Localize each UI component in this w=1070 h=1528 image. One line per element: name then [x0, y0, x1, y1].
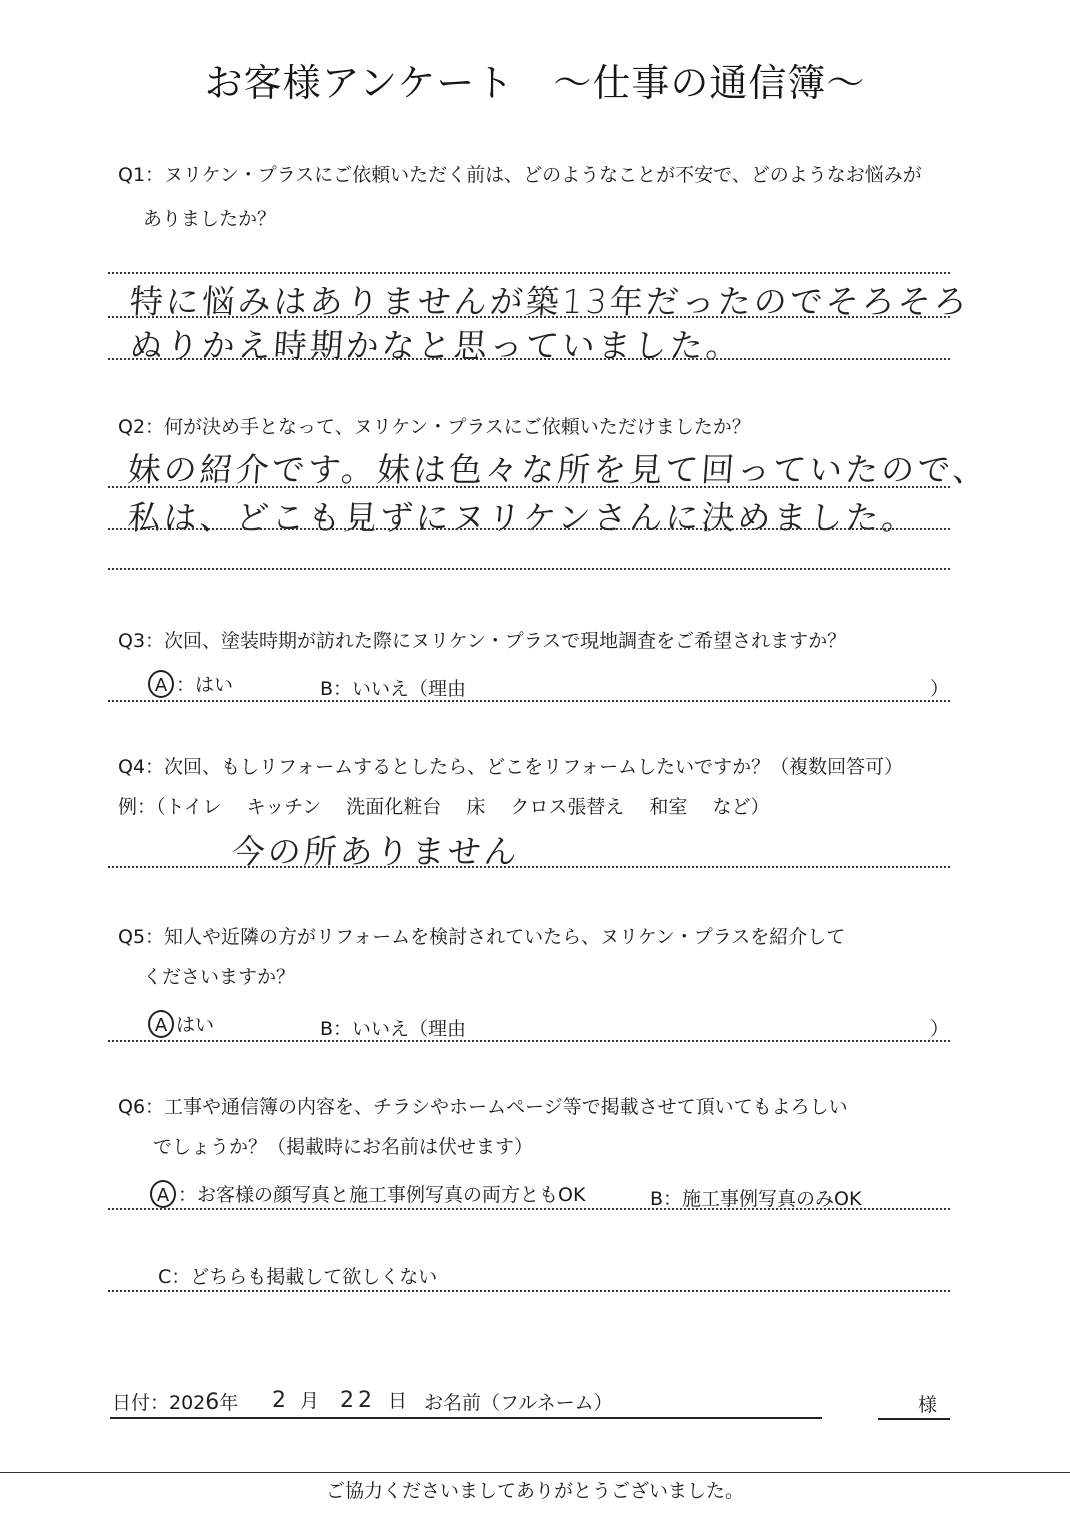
month-field[interactable] [272, 1386, 319, 1413]
q6-option-a-label: ：お客様の顔写真と施工事例写真の両方ともOK [178, 1184, 586, 1206]
date-name-underline [110, 1417, 822, 1419]
honorific-underline [878, 1418, 950, 1420]
year-digit: 6 [205, 1390, 220, 1415]
q3-option-a-label: ：はい [176, 674, 234, 696]
answer-line [108, 1040, 950, 1042]
q4-answer[interactable]: 今の所ありません [230, 832, 522, 871]
q5-option-a[interactable] [148, 1010, 214, 1038]
selected-circle-icon: A [150, 1180, 176, 1208]
date-field[interactable] [112, 1388, 238, 1415]
q3-option-b[interactable]: B：いいえ（理由 [320, 678, 467, 700]
q2-question: Q2：何が決め手となって、ヌリケン・プラスにご依頼いただけましたか？ [118, 416, 751, 438]
answer-line [108, 568, 950, 570]
q1-answer-line2[interactable]: ぬりかえ時期かなと思っていました。 [128, 326, 744, 365]
q1-question-line2: ありましたか？ [143, 208, 277, 230]
answer-line [108, 1208, 950, 1210]
bottom-divider [0, 1472, 1070, 1473]
answer-line [108, 866, 950, 868]
q5-option-a-label: はい [176, 1014, 215, 1036]
selected-circle-icon: A [148, 1010, 174, 1038]
name-label: お名前（フルネーム） [424, 1392, 613, 1414]
q4-examples: 例：（トイレ キッチン 洗面化粧台 床 クロス張替え 和室 など） [118, 796, 770, 818]
day-field[interactable] [340, 1386, 407, 1413]
answer-line [108, 272, 950, 274]
q3-option-a[interactable] [148, 670, 233, 698]
answer-line [108, 316, 950, 318]
q6-option-b[interactable]: B：施工事例写真のみOK [650, 1188, 862, 1210]
q1-question-line1: Q1：ヌリケン・プラスにご依頼いただく前は、どのようなことが不安で、どのようなお悩みが [118, 164, 922, 186]
month-value: 2 [272, 1388, 286, 1413]
q3-question: Q3：次回、塗装時期が訪れた際にヌリケン・プラスで現地調査をご希望されますか？ [118, 630, 847, 652]
q4-question: Q4：次回、もしリフォームするとしたら、どこをリフォームしたいですか？（複数回答可） [118, 756, 904, 778]
answer-line [108, 1290, 950, 1292]
q3-close-paren: ） [930, 678, 950, 700]
q6-question-line1: Q6：工事や通信簿の内容を、チラシやホームページ等で掲載させて頂いてもよろしい [118, 1096, 848, 1118]
date-label: 日付：202 [112, 1392, 206, 1414]
day-suffix: 日 [388, 1390, 408, 1412]
q6-option-c[interactable]: C：どちらも掲載して欲しくない [158, 1266, 438, 1288]
page-title: お客様アンケート ～仕事の通信簿～ [204, 61, 866, 105]
selected-circle-icon: A [148, 670, 174, 698]
answer-line [108, 700, 950, 702]
answer-line [108, 528, 950, 530]
q5-close-paren: ） [930, 1018, 950, 1040]
month-suffix: 月 [300, 1390, 320, 1412]
q6-question-line2: でしょうか？（掲載時にお名前は伏せます） [153, 1136, 534, 1158]
year-suffix: 年 [219, 1392, 239, 1414]
q1-answer-line1[interactable]: 特に悩みはありませんが築13年だったのでそろそろ [128, 282, 972, 321]
answer-line [108, 358, 950, 360]
q6-option-a[interactable] [150, 1180, 585, 1208]
answer-line [108, 486, 950, 488]
q2-answer-line1[interactable]: 妹の紹介です。妹は色々な所を見て回っていたので、 [126, 450, 990, 489]
day-value: 22 [340, 1388, 376, 1413]
q5-question-line2: くださいますか？ [143, 966, 296, 988]
q5-option-b[interactable]: B：いいえ（理由 [320, 1018, 467, 1040]
q2-answer-line2[interactable]: 私は、どこも見ずにヌリケンさんに決めました。 [126, 498, 919, 537]
thanks-message: ご協力くださいましてありがとうございました。 [325, 1480, 744, 1502]
q5-question-line1: Q5：知人や近隣の方がリフォームを検討されていたら、ヌリケン・プラスを紹介して [118, 926, 846, 948]
honorific-label: 様 [918, 1394, 938, 1416]
